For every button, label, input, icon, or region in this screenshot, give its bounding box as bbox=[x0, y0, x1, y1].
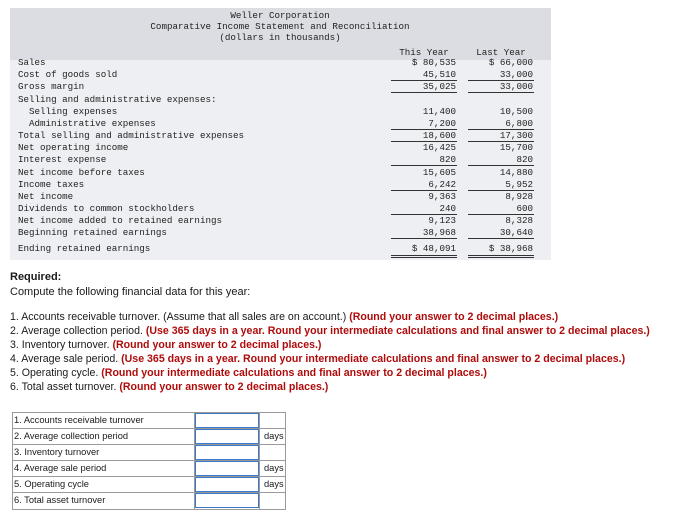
instruction-emphasis: (Round your answer to 2 decimal places.) bbox=[349, 311, 559, 323]
answer-label: 2. Average collection period bbox=[14, 431, 129, 441]
value-last-year: 8,928 bbox=[505, 191, 533, 202]
double-underline bbox=[391, 255, 457, 258]
answer-row bbox=[12, 412, 286, 429]
answer-label: 3. Inventory turnover bbox=[14, 447, 100, 457]
value-last-year: 14,880 bbox=[499, 167, 533, 178]
value-last-year: 15,700 bbox=[499, 142, 533, 153]
statement-title: Comparative Income Statement and Reconciliation bbox=[150, 21, 410, 32]
accounts-receivable-turnover-input[interactable] bbox=[195, 413, 259, 428]
underline bbox=[468, 165, 534, 166]
value-this-year: 240 bbox=[439, 203, 456, 214]
answer-label: 1. Accounts receivable turnover bbox=[14, 415, 144, 425]
row-label: Dividends to common stockholders bbox=[18, 203, 195, 214]
value-last-year: 33,000 bbox=[499, 81, 533, 92]
row-label: Interest expense bbox=[18, 154, 107, 165]
value-this-year: 15,605 bbox=[422, 167, 456, 178]
row-label: Cost of goods sold bbox=[18, 69, 118, 80]
value-this-year: 45,510 bbox=[422, 69, 456, 80]
value-last-year: 8,328 bbox=[505, 215, 533, 226]
answer-label: 4. Average sale period bbox=[14, 463, 107, 473]
value-this-year: 38,968 bbox=[422, 227, 456, 238]
row-label: Ending retained earnings bbox=[18, 243, 151, 254]
row-label: Income taxes bbox=[18, 179, 85, 190]
value-last-year: 5,952 bbox=[505, 179, 533, 190]
underline bbox=[468, 92, 534, 93]
average-sale-period-input[interactable] bbox=[195, 461, 259, 476]
instruction-item bbox=[10, 367, 487, 380]
value-last-year: 10,500 bbox=[499, 106, 533, 117]
value-this-year: 6,242 bbox=[428, 179, 456, 190]
value-this-year: 7,200 bbox=[428, 118, 456, 129]
instruction-text: 6. Total asset turnover. bbox=[10, 381, 120, 393]
instruction-text: 3. Inventory turnover. bbox=[10, 339, 113, 351]
underline bbox=[391, 165, 457, 166]
instruction-text: 2. Average collection period. bbox=[10, 325, 146, 337]
value-this-year: $ 80,535 bbox=[411, 57, 456, 68]
value-last-year: 6,800 bbox=[505, 118, 533, 129]
instruction-emphasis: (Round your answer to 2 decimal places.) bbox=[119, 381, 329, 393]
statement-header bbox=[10, 8, 551, 60]
value-last-year: 33,000 bbox=[499, 69, 533, 80]
answer-unit: days bbox=[264, 479, 284, 489]
answer-label: 6. Total asset turnover bbox=[14, 495, 106, 505]
answer-unit: days bbox=[264, 463, 284, 473]
required-text: Compute the following financial data for this year: bbox=[10, 286, 251, 298]
column-header-last-year: Last Year bbox=[476, 47, 526, 58]
instruction-emphasis: (Use 365 days in a year. Round your intermediate calculations and final answer to 2 decimal places.) bbox=[145, 325, 650, 337]
required-heading: Required: bbox=[10, 271, 62, 283]
underline bbox=[468, 238, 534, 239]
value-last-year: $ 38,968 bbox=[488, 243, 533, 254]
column-header-this-year: This Year bbox=[399, 47, 449, 58]
answer-row bbox=[12, 460, 286, 477]
value-this-year: 9,123 bbox=[428, 215, 456, 226]
value-last-year: 600 bbox=[516, 203, 533, 214]
instruction-item bbox=[10, 353, 625, 366]
value-this-year: 11,400 bbox=[422, 106, 456, 117]
instruction-text: 4. Average sale period. bbox=[10, 353, 122, 365]
company-name: Weller Corporation bbox=[230, 10, 330, 21]
value-last-year: 820 bbox=[516, 154, 533, 165]
average-collection-period-input[interactable] bbox=[195, 429, 259, 444]
income-statement bbox=[10, 8, 551, 260]
answer-unit: days bbox=[264, 431, 284, 441]
answer-row bbox=[12, 444, 286, 461]
value-this-year: $ 48,091 bbox=[411, 243, 456, 254]
value-this-year: 35,025 bbox=[422, 81, 456, 92]
operating-cycle-input[interactable] bbox=[195, 477, 259, 492]
value-this-year: 9,363 bbox=[428, 191, 456, 202]
instruction-item bbox=[10, 381, 328, 394]
instruction-text: 5. Operating cycle. bbox=[10, 367, 102, 379]
row-label: Total selling and administrative expenses bbox=[18, 130, 245, 141]
row-label: Sales bbox=[18, 57, 46, 68]
instruction-emphasis: (Round your answer to 2 decimal places.) bbox=[112, 339, 322, 351]
row-label: Beginning retained earnings bbox=[18, 227, 167, 238]
row-label: Net income added to retained earnings bbox=[18, 215, 222, 226]
row-label: Net income bbox=[18, 191, 74, 202]
value-last-year: 30,640 bbox=[499, 227, 533, 238]
answer-row bbox=[12, 428, 286, 445]
value-this-year: 16,425 bbox=[422, 142, 456, 153]
row-label: Net income before taxes bbox=[18, 167, 145, 178]
row-label: Selling expenses bbox=[29, 106, 118, 117]
row-label: Gross margin bbox=[18, 81, 85, 92]
value-last-year: 17,300 bbox=[499, 130, 533, 141]
instruction-item bbox=[10, 339, 321, 352]
underline bbox=[391, 92, 457, 93]
instruction-item bbox=[10, 325, 650, 338]
row-label: Administrative expenses bbox=[29, 118, 156, 129]
value-this-year: 820 bbox=[439, 154, 456, 165]
answer-label: 5. Operating cycle bbox=[14, 479, 89, 489]
instruction-emphasis: (Round your intermediate calculations and final answer to 2 decimal places.) bbox=[101, 367, 487, 379]
double-underline bbox=[468, 255, 534, 258]
instruction-emphasis: (Use 365 days in a year. Round your intermediate calculations and final answer to 2 decimal places.) bbox=[121, 353, 626, 365]
inventory-turnover-input[interactable] bbox=[195, 445, 259, 460]
answer-row bbox=[12, 492, 286, 510]
underline bbox=[391, 238, 457, 239]
instruction-item bbox=[10, 311, 558, 324]
instruction-text: 1. Accounts receivable turnover. (Assume that all sales are on account.) bbox=[10, 311, 350, 323]
total-asset-turnover-input[interactable] bbox=[195, 493, 259, 508]
value-this-year: 18,600 bbox=[422, 130, 456, 141]
answer-row bbox=[12, 476, 286, 493]
row-label: Net operating income bbox=[18, 142, 129, 153]
row-label: Selling and administrative expenses: bbox=[18, 94, 217, 105]
statement-units: (dollars in thousands) bbox=[219, 32, 341, 43]
value-last-year: $ 66,000 bbox=[488, 57, 533, 68]
